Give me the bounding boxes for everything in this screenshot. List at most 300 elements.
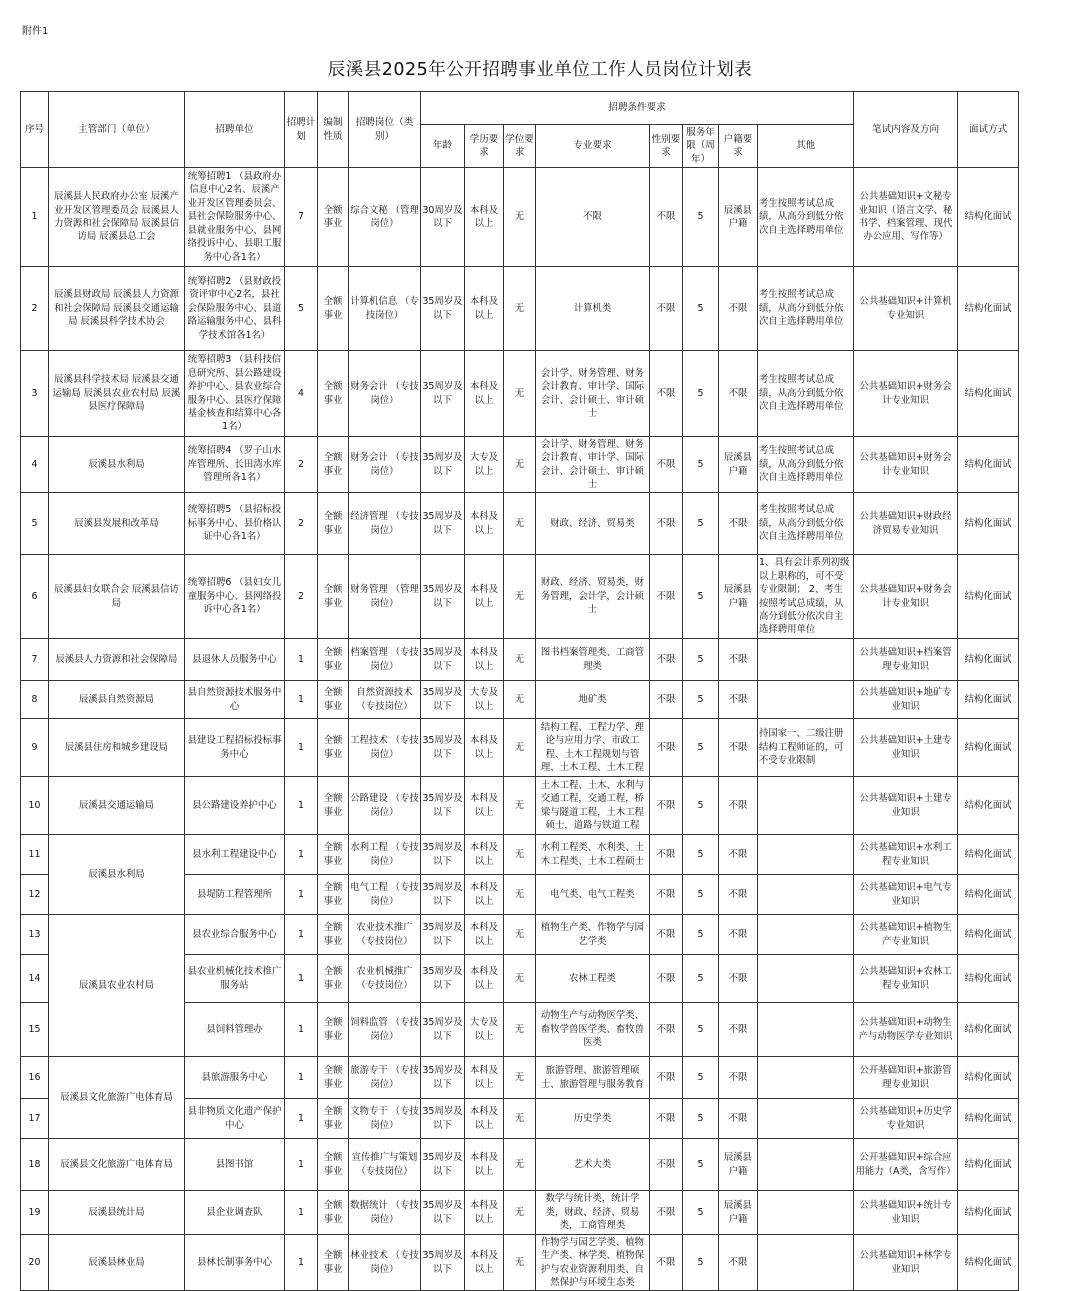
cell-unit: 县农业机械化技术推广服务站 [185,955,285,1003]
cell-seq: 10 [21,777,49,835]
cell-other: 考生按照考试总成绩，从高分到低分依次自主选择聘用单位 [758,351,854,437]
cell-written: 公共基础知识+植物生产专业知识 [854,915,958,955]
cell-major: 不限 [536,168,650,267]
cell-edu: 本科及以上 [465,168,504,267]
cell-service: 5 [683,639,719,681]
cell-interview: 结构化面试 [958,1191,1019,1235]
cell-service: 5 [683,719,719,777]
cell-service: 5 [683,351,719,437]
cell-huji: 辰溪县户籍 [719,1139,758,1191]
cell-gender: 不限 [650,437,683,493]
cell-written: 公共基础知识+动物生产与动物医学专业知识 [854,1003,958,1057]
cell-plan: 7 [285,168,318,267]
header-gender: 性别要求 [650,125,683,168]
cell-gender: 不限 [650,267,683,351]
cell-edu: 本科及以上 [465,955,504,1003]
cell-huji: 不限 [719,639,758,681]
cell-degree: 无 [504,719,536,777]
cell-written: 公共基础知识+农林工程专业知识 [854,955,958,1003]
cell-interview: 结构化面试 [958,1057,1019,1099]
cell-age: 35周岁及以下 [421,835,465,875]
cell-huji: 不限 [719,267,758,351]
table-row [21,1139,1019,1191]
cell-age: 35周岁及以下 [421,639,465,681]
cell-degree: 无 [504,168,536,267]
cell-post: 档案管理 （专技岗位） [349,639,421,681]
cell-unit: 县堤防工程管理所 [185,875,285,915]
cell-major: 财政、经济、贸易类 [536,493,650,555]
cell-dept: 辰溪县文化旅游广电体育局 [49,1057,185,1139]
cell-seq: 5 [21,493,49,555]
cell-gender: 不限 [650,168,683,267]
cell-plan: 2 [285,493,318,555]
header-other: 其他 [758,125,854,168]
cell-age: 35周岁及以下 [421,1191,465,1235]
cell-huji: 不限 [719,1057,758,1099]
cell-plan: 1 [285,1235,318,1291]
cell-major: 动物生产与动物医学类、畜牧学兽医学类、畜牧兽医类 [536,1003,650,1057]
cell-dept: 辰溪县科学技术局 辰溪县交通运输局 辰溪县农业农村局 辰溪县医疗保障局 [49,351,185,437]
cell-post: 财务会计 （专技岗位） [349,437,421,493]
header-age: 年龄 [421,125,465,168]
cell-written: 公共基础知识+水利工程专业知识 [854,835,958,875]
header-plan: 招聘计划 [285,92,318,168]
cell-dept: 辰溪县水利局 [49,835,185,915]
cell-degree: 无 [504,1003,536,1057]
cell-huji: 辰溪县户籍 [719,555,758,639]
cell-nature: 全额事业 [318,719,349,777]
cell-gender: 不限 [650,1003,683,1057]
cell-seq: 17 [21,1099,49,1139]
cell-nature: 全额事业 [318,267,349,351]
cell-plan: 1 [285,1139,318,1191]
cell-huji: 不限 [719,719,758,777]
cell-huji: 不限 [719,915,758,955]
cell-other [758,875,854,915]
table-row [21,681,1019,719]
cell-age: 35周岁及以下 [421,267,465,351]
cell-gender: 不限 [650,777,683,835]
cell-age: 35周岁及以下 [421,719,465,777]
cell-other: 持国家一、二级注册结构工程师证的，可不受专业限制 [758,719,854,777]
cell-huji: 辰溪县户籍 [719,437,758,493]
cell-nature: 全额事业 [318,437,349,493]
header-huji: 户籍要求 [719,125,758,168]
cell-edu: 本科及以上 [465,1139,504,1191]
cell-post: 旅游专干 （专技岗位） [349,1057,421,1099]
header-degree: 学位要求 [504,125,536,168]
cell-seq: 9 [21,719,49,777]
cell-seq: 12 [21,875,49,915]
table-row [21,351,1019,437]
cell-major: 土木工程、土木、水利与交通工程，交通工程，桥梁与隧道工程，土木工程硕士，道路与铁道工程 [536,777,650,835]
cell-interview: 结构化面试 [958,719,1019,777]
cell-degree: 无 [504,555,536,639]
cell-other: 考生按照考试总成绩，从高分到低分依次自主选择聘用单位 [758,493,854,555]
cell-gender: 不限 [650,1099,683,1139]
cell-post: 自然资源技术 （专技岗位） [349,681,421,719]
cell-age: 35周岁及以下 [421,351,465,437]
cell-plan: 1 [285,777,318,835]
cell-other [758,777,854,835]
cell-other: 考生按照考试总成绩，从高分到低分依次自主选择聘用单位 [758,168,854,267]
cell-service: 5 [683,777,719,835]
cell-nature: 全额事业 [318,1191,349,1235]
cell-edu: 大专及以上 [465,437,504,493]
cell-gender: 不限 [650,915,683,955]
cell-seq: 8 [21,681,49,719]
cell-huji: 不限 [719,1003,758,1057]
cell-degree: 无 [504,267,536,351]
attachment-label: 附件1 [22,26,49,37]
cell-major: 植物生产类、作物学与园艺学类 [536,915,650,955]
cell-gender: 不限 [650,351,683,437]
cell-service: 5 [683,915,719,955]
cell-age: 35周岁及以下 [421,915,465,955]
cell-other [758,1099,854,1139]
cell-other [758,1057,854,1099]
header-dept: 主管部门（单位） [49,92,185,168]
cell-major: 艺术大类 [536,1139,650,1191]
cell-nature: 全额事业 [318,955,349,1003]
cell-degree: 无 [504,955,536,1003]
cell-seq: 3 [21,351,49,437]
cell-major: 会计学、财务管理、财务会计教育、审计学、国际会计、会计硕士、审计硕士 [536,351,650,437]
header-nature: 编制性质 [318,92,349,168]
cell-other [758,1235,854,1291]
cell-seq: 2 [21,267,49,351]
cell-nature: 全额事业 [318,777,349,835]
cell-gender: 不限 [650,493,683,555]
header-seq: 序号 [21,92,49,168]
cell-post: 计算机信息 （专技岗位） [349,267,421,351]
cell-degree: 无 [504,493,536,555]
table-row [21,777,1019,835]
cell-plan: 1 [285,1099,318,1139]
cell-edu: 本科及以上 [465,639,504,681]
cell-major: 结构工程、工程力学、理论与应用力学、市政工程、土木工程规划与管理、土木工程、土木工程 [536,719,650,777]
cell-seq: 11 [21,835,49,875]
cell-post: 林业技术 （专技岗位） [349,1235,421,1291]
cell-other: 考生按照考试总成绩，从高分到低分依次自主选择聘用单位 [758,437,854,493]
cell-degree: 无 [504,1057,536,1099]
cell-interview: 结构化面试 [958,1235,1019,1291]
cell-service: 5 [683,1003,719,1057]
cell-service: 5 [683,555,719,639]
cell-dept: 辰溪县农业农村局 [49,915,185,1057]
cell-unit: 县图书馆 [185,1139,285,1191]
cell-interview: 结构化面试 [958,1099,1019,1139]
header-interview: 面试方式 [958,92,1019,168]
cell-age: 35周岁及以下 [421,955,465,1003]
cell-post: 财务管理 （管理岗位） [349,555,421,639]
cell-dept: 辰溪县住房和城乡建设局 [49,719,185,777]
cell-degree: 无 [504,1139,536,1191]
cell-dept: 辰溪县水利局 [49,437,185,493]
cell-nature: 全额事业 [318,1099,349,1139]
cell-seq: 13 [21,915,49,955]
cell-major: 作物学与园艺学类、植物生产类、林学类、植物保护与农业资源利用类、自然保护与环境生态类 [536,1235,650,1291]
cell-other [758,1139,854,1191]
cell-age: 30周岁及以下 [421,168,465,267]
cell-unit: 县农业综合服务中心 [185,915,285,955]
cell-plan: 1 [285,639,318,681]
cell-interview: 结构化面试 [958,493,1019,555]
cell-age: 35周岁及以下 [421,777,465,835]
cell-other [758,1003,854,1057]
cell-degree: 无 [504,875,536,915]
cell-unit: 县自然资源技术服务中心 [185,681,285,719]
cell-written: 公开基础知识+综合应用能力（A类，含写作） [854,1139,958,1191]
cell-edu: 本科及以上 [465,719,504,777]
cell-degree: 无 [504,1191,536,1235]
cell-age: 35周岁及以下 [421,437,465,493]
cell-age: 35周岁及以下 [421,875,465,915]
cell-written: 公开基础知识+旅游管理专业知识 [854,1057,958,1099]
cell-degree: 无 [504,835,536,875]
cell-written: 公共基础知识+财务会计专业知识 [854,555,958,639]
header-post: 招聘岗位（类别） [349,92,421,168]
cell-unit: 县旅游服务中心 [185,1057,285,1099]
cell-written: 公共基础知识+计算机专业知识 [854,267,958,351]
cell-written: 公共基础知识+财政经济贸易专业知识 [854,493,958,555]
cell-unit: 统筹招聘2 （县财政投资评审中心2名，县社会保险服务中心、县道路运输服务中心、县科学技术馆各1名） [185,267,285,351]
cell-huji: 不限 [719,493,758,555]
cell-written: 公共基础知识+财务会计专业知识 [854,437,958,493]
cell-nature: 全额事业 [318,493,349,555]
cell-dept: 辰溪县发展和改革局 [49,493,185,555]
recruitment-table [20,91,1019,1291]
cell-service: 5 [683,168,719,267]
cell-other [758,915,854,955]
cell-huji: 不限 [719,681,758,719]
cell-gender: 不限 [650,955,683,1003]
cell-other [758,955,854,1003]
cell-written: 公共基础知识+历史学专业知识 [854,1099,958,1139]
cell-plan: 1 [285,1057,318,1099]
table-row [21,168,1019,267]
cell-post: 文物专干 （专技岗位） [349,1099,421,1139]
cell-written: 公共基础知识+档案管理专业知识 [854,639,958,681]
cell-plan: 1 [285,915,318,955]
table-row [21,719,1019,777]
cell-huji: 不限 [719,875,758,915]
cell-unit: 县公路建设养护中心 [185,777,285,835]
cell-seq: 1 [21,168,49,267]
cell-nature: 全额事业 [318,1139,349,1191]
cell-nature: 全额事业 [318,1057,349,1099]
cell-interview: 结构化面试 [958,875,1019,915]
cell-unit: 县退休人员服务中心 [185,639,285,681]
cell-huji: 辰溪县户籍 [719,1191,758,1235]
cell-major: 水利工程类、水利类、土木工程类、土木工程硕士 [536,835,650,875]
cell-other [758,1191,854,1235]
cell-unit: 统筹招聘1 （县政府办信息中心2名、辰溪产业开发区管理委员会、县社会保险服务中心、县就业服务中心、县网络投诉中心、县职工服务中心各1名） [185,168,285,267]
cell-service: 5 [683,955,719,1003]
cell-interview: 结构化面试 [958,1003,1019,1057]
cell-interview: 结构化面试 [958,168,1019,267]
table-body [21,168,1019,1291]
cell-plan: 1 [285,1003,318,1057]
cell-post: 宣传推广与策划 （专技岗位） [349,1139,421,1191]
cell-interview: 结构化面试 [958,639,1019,681]
cell-seq: 18 [21,1139,49,1191]
cell-edu: 本科及以上 [465,351,504,437]
cell-plan: 1 [285,835,318,875]
cell-written: 公共基础知识+统计专业知识 [854,1191,958,1235]
cell-other [758,835,854,875]
cell-written: 公共基础知识+财务会计专业知识 [854,351,958,437]
cell-interview: 结构化面试 [958,681,1019,719]
cell-gender: 不限 [650,555,683,639]
cell-age: 35周岁及以下 [421,1003,465,1057]
cell-service: 5 [683,681,719,719]
cell-service: 5 [683,437,719,493]
cell-plan: 1 [285,875,318,915]
cell-huji: 不限 [719,955,758,1003]
header-edu: 学历要求 [465,125,504,168]
cell-plan: 2 [285,437,318,493]
cell-written: 公共基础知识+土建专业知识 [854,777,958,835]
cell-dept: 辰溪县文化旅游广电体育局 [49,1139,185,1191]
cell-plan: 4 [285,351,318,437]
table-row [21,555,1019,639]
cell-seq: 19 [21,1191,49,1235]
cell-interview: 结构化面试 [958,777,1019,835]
cell-seq: 16 [21,1057,49,1099]
cell-unit: 县饲料管理办 [185,1003,285,1057]
cell-major: 会计学、财务管理、财务会计教育、审计学、国际会计、会计硕士、审计硕士 [536,437,650,493]
cell-plan: 5 [285,267,318,351]
cell-edu: 本科及以上 [465,835,504,875]
page-title: 辰溪县2025年公开招聘事业单位工作人员岗位计划表 [327,60,753,80]
cell-nature: 全额事业 [318,835,349,875]
cell-degree: 无 [504,1235,536,1291]
cell-post: 综合文秘 （管理岗位） [349,168,421,267]
cell-gender: 不限 [650,1235,683,1291]
cell-post: 数据统计 （专技岗位） [349,1191,421,1235]
cell-service: 5 [683,493,719,555]
cell-seq: 15 [21,1003,49,1057]
cell-degree: 无 [504,681,536,719]
cell-edu: 本科及以上 [465,915,504,955]
cell-service: 5 [683,1099,719,1139]
cell-seq: 6 [21,555,49,639]
cell-service: 5 [683,835,719,875]
header-conditions: 招聘条件要求 [421,92,854,125]
cell-unit: 统筹招聘3 （县科技信息研究所、县公路建设养护中心、县农业综合服务中心、县医疗保障基金核查和结算中心各1名） [185,351,285,437]
cell-other [758,681,854,719]
cell-huji: 不限 [719,1099,758,1139]
cell-post: 饲料监管 （专技岗位） [349,1003,421,1057]
cell-plan: 1 [285,955,318,1003]
cell-gender: 不限 [650,1139,683,1191]
cell-service: 5 [683,267,719,351]
cell-service: 5 [683,875,719,915]
cell-dept: 辰溪县财政局 辰溪县人力资源和社会保障局 辰溪县交通运输局 辰溪县科学技术协会 [49,267,185,351]
cell-degree: 无 [504,437,536,493]
cell-service: 5 [683,1139,719,1191]
header-written: 笔试内容及方向 [854,92,958,168]
cell-huji: 不限 [719,835,758,875]
cell-nature: 全额事业 [318,681,349,719]
cell-nature: 全额事业 [318,915,349,955]
table-row [21,915,1019,955]
cell-interview: 结构化面试 [958,955,1019,1003]
cell-gender: 不限 [650,835,683,875]
cell-plan: 1 [285,719,318,777]
cell-other: 考生按照考试总成绩，从高分到低分依次自主选择聘用单位 [758,267,854,351]
cell-major: 旅游管理、旅游管理硕士、旅游管理与服务教育 [536,1057,650,1099]
cell-plan: 2 [285,555,318,639]
table-row [21,639,1019,681]
cell-service: 5 [683,1235,719,1291]
cell-written: 公共基础知识+电气专业知识 [854,875,958,915]
cell-edu: 本科及以上 [465,1057,504,1099]
cell-post: 电气工程 （专技岗位） [349,875,421,915]
table-row [21,437,1019,493]
cell-service: 5 [683,1057,719,1099]
cell-edu: 大专及以上 [465,1003,504,1057]
cell-post: 农业机械推广 （专技岗位） [349,955,421,1003]
table-row [21,835,1019,875]
cell-written: 公共基础知识+土建专业知识 [854,719,958,777]
cell-nature: 全额事业 [318,555,349,639]
cell-degree: 无 [504,777,536,835]
table-row [21,1235,1019,1291]
cell-interview: 结构化面试 [958,555,1019,639]
cell-post: 经济管理 （专技岗位） [349,493,421,555]
cell-interview: 结构化面试 [958,915,1019,955]
cell-interview: 结构化面试 [958,267,1019,351]
cell-gender: 不限 [650,681,683,719]
cell-dept: 辰溪县人力资源和社会保障局 [49,639,185,681]
cell-edu: 本科及以上 [465,1191,504,1235]
cell-gender: 不限 [650,875,683,915]
cell-unit: 县林长制事务中心 [185,1235,285,1291]
cell-age: 35周岁及以下 [421,1235,465,1291]
cell-edu: 本科及以上 [465,1235,504,1291]
cell-other: 1、具有会计系列初级以上职称的，可不受专业限制； 2、考生按照考试总成绩，从高分到低分依次自主选择聘用单位 [758,555,854,639]
cell-post: 农业技术推广 （专技岗位） [349,915,421,955]
cell-age: 35周岁及以下 [421,1139,465,1191]
cell-dept: 辰溪县统计局 [49,1191,185,1235]
cell-edu: 本科及以上 [465,493,504,555]
cell-seq: 7 [21,639,49,681]
cell-dept: 辰溪县自然资源局 [49,681,185,719]
cell-major: 财政、经济、贸易类，财务管理，会计学，会计硕士 [536,555,650,639]
cell-nature: 全额事业 [318,351,349,437]
cell-seq: 4 [21,437,49,493]
cell-plan: 1 [285,1191,318,1235]
cell-interview: 结构化面试 [958,1139,1019,1191]
cell-dept: 辰溪县人民政府办公室 辰溪产业开发区管理委员会 辰溪县人力资源和社会保障局 辰溪县信访局 辰溪县总工会 [49,168,185,267]
cell-huji: 不限 [719,777,758,835]
header-service: 服务年限（周年） [683,125,719,168]
cell-edu: 本科及以上 [465,777,504,835]
cell-post: 公路建设 （专技岗位） [349,777,421,835]
cell-major: 地矿类 [536,681,650,719]
cell-major: 数学与统计类，统计学类，财政、经济、贸易类，工商管理类 [536,1191,650,1235]
cell-degree: 无 [504,1099,536,1139]
cell-interview: 结构化面试 [958,835,1019,875]
cell-dept: 辰溪县妇女联合会 辰溪县信访局 [49,555,185,639]
cell-age: 35周岁及以下 [421,555,465,639]
table-row [21,1057,1019,1099]
cell-unit: 县水利工程建设中心 [185,835,285,875]
header-major: 专业要求 [536,125,650,168]
cell-major: 农林工程类 [536,955,650,1003]
